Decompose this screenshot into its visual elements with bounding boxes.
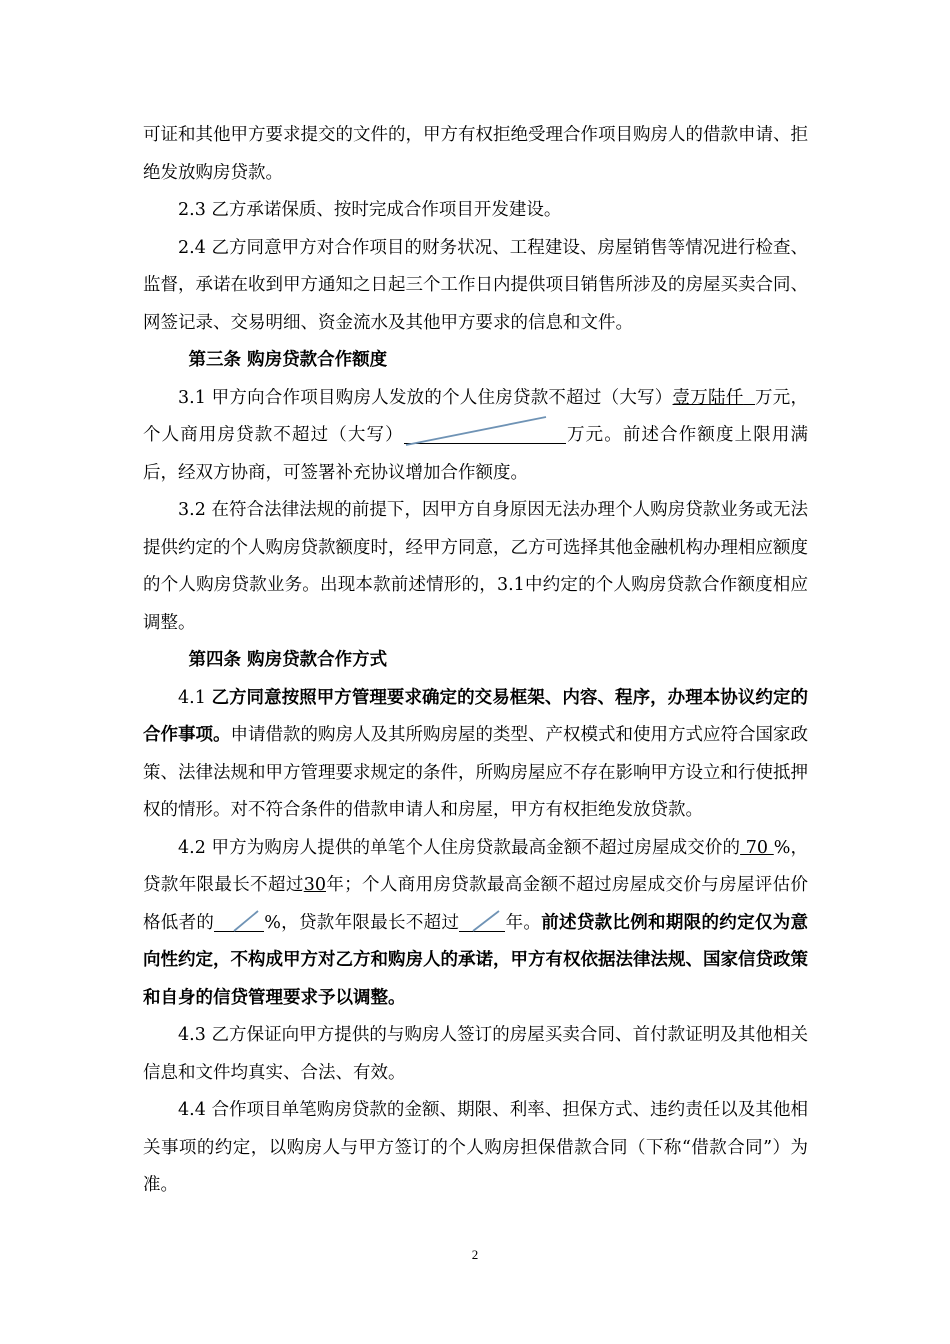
paragraph-3-2: 3.2 在符合法律法规的前提下，因甲方自身原因无法办理个人购房贷款业务或无法提供约定的个人购房贷款额度时，经甲方同意，乙方可选择其他金融机构办理相应额度的个人购房贷款业务。出现本款前述情形的，3.1中约定的个人购房贷款合作额度相应调整。 [143, 500, 808, 633]
blank-commercial-years [459, 909, 505, 932]
clause-3-1-text-b: 万元，个人商用房贷款不超过（大写） [143, 387, 809, 445]
paragraph-4-4: 4.4 合作项目单笔购房贷款的金额、期限、利率、担保方式、违约责任以及其他相关事项的约定，以购房人与甲方签订的个人购房担保借款合同（下称“借款合同”）为准。 [143, 1100, 808, 1195]
clause-4-1-number: 4.1 [178, 687, 212, 708]
clause-4-1-bold: 乙方同意按照甲方管理要求确定的交易框架、内容、程序，办理本协议约定的合作事项。 [143, 687, 808, 745]
paragraph-4-1 [143, 680, 808, 830]
paragraph-4-2 [143, 830, 808, 1018]
clause-3-1-text-c: 万元。前述合作额度上限用满后，经双方协商，可签署补充协议增加合作额度。 [143, 425, 809, 483]
clause-4-2-bold: 前述贷款比例和期限的约定仅为意向性约定，不构成甲方对乙方和购房人的承诺，甲方有权依据法律法规、国家信贷政策和自身的信贷管理要求予以调整。 [143, 912, 809, 1008]
heading-article-4: 第四条 购房贷款合作方式 [188, 650, 388, 670]
paragraph-2-4: 2.4 乙方同意甲方对合作项目的财务状况、工程建设、房屋销售等情况进行检查、监督，承诺在收到甲方通知之日起三个工作日内提供项目销售所涉及的房屋买卖合同、网签记录、交易明细、资金流水及其他甲方要求的信息和文件。 [143, 237, 808, 333]
clause-4-2-text-d: %，贷款年限最长不超过 [264, 912, 460, 933]
strike-mark [404, 421, 566, 447]
filled-loan-years: 30 [303, 875, 326, 895]
strike-mark [214, 909, 264, 935]
blank-commercial-amount [404, 421, 566, 444]
strike-mark [459, 909, 505, 935]
clause-4-2-text-e: 年。 [505, 912, 542, 933]
paragraph-2-3: 2.3 乙方承诺保质、按时完成合作项目开发建设。 [178, 200, 562, 220]
clause-4-2-text-b: %，贷款年限最长不超过 [143, 837, 808, 895]
paragraph-4-3: 4.3 乙方保证向甲方提供的与购房人签订的房屋买卖合同、首付款证明及其他相关信息和文件均真实、合法、有效。 [143, 1025, 808, 1083]
blank-commercial-ratio [214, 909, 264, 932]
document-body [143, 117, 808, 1205]
filled-amount-residential: 壹万陆仟 [672, 387, 744, 408]
filled-loan-ratio: 70 [740, 837, 774, 858]
paragraph-3-1 [143, 380, 808, 493]
page-number: 2 [471, 1247, 479, 1262]
heading-article-3: 第三条 购房贷款合作额度 [188, 350, 388, 370]
clause-4-1-rest: 申请借款的购房人及其所购房屋的类型、产权模式和使用方式应符合国家政策、法律法规和甲方管理要求规定的条件，所购房屋应不存在影响甲方设立和行使抵押权的情形。对不符合条件的借款申请人和房屋，甲方有权拒绝发放贷款。 [143, 725, 808, 820]
clause-3-1-text-a: 3.1 甲方向合作项目购房人发放的个人住房贷款不超过（大写） [178, 387, 673, 408]
paragraph-2-2-cont: 可证和其他甲方要求提交的文件的，甲方有权拒绝受理合作项目购房人的借款申请、拒绝发放购房贷款。 [143, 125, 808, 183]
clause-4-2-text-a: 4.2 甲方为购房人提供的单笔个人住房贷款最高金额不超过房屋成交价的 [178, 837, 741, 858]
clause-4-2-text-c: 年；个人商用房贷款最高金额不超过房屋成交价与房屋评估价格低者的 [143, 875, 809, 933]
